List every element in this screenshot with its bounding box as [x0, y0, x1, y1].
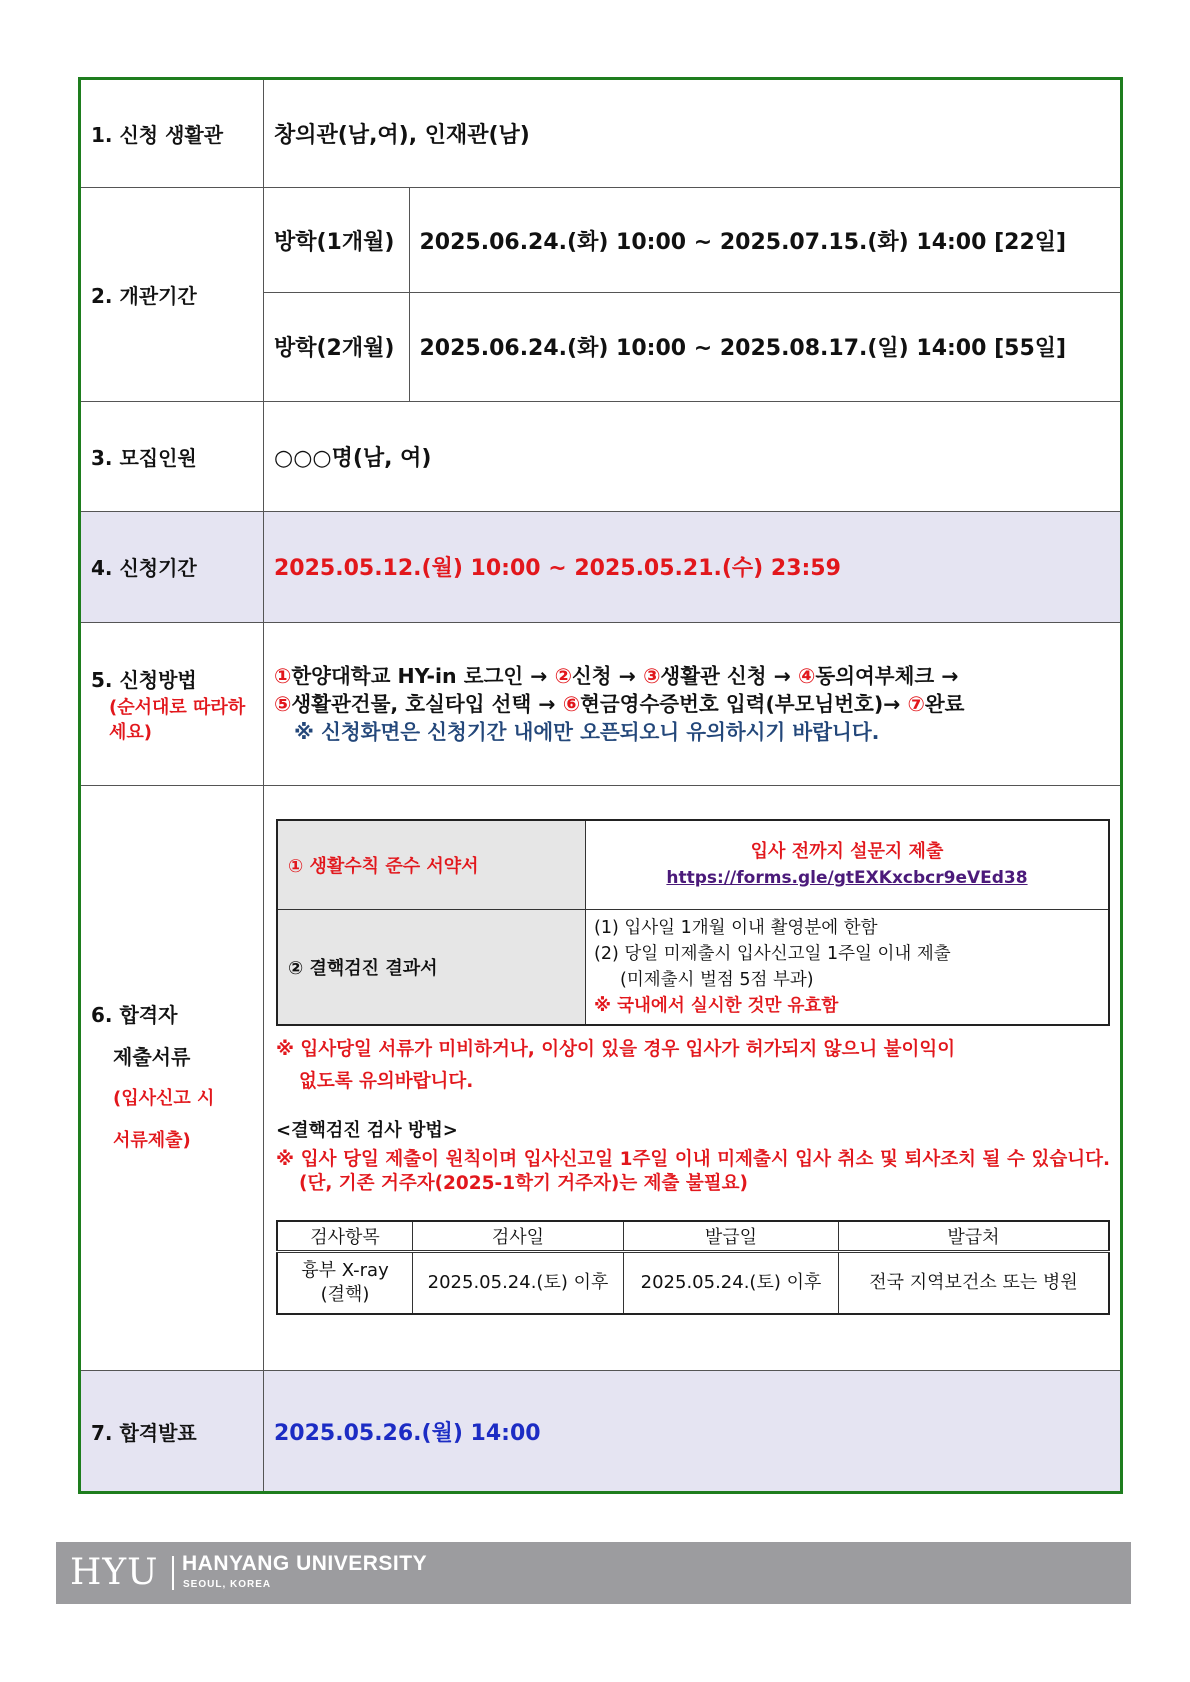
- row7-label: 7. 합격발표: [80, 1371, 264, 1493]
- doc2-name: ② 결핵검진 결과서: [277, 909, 586, 1025]
- xray-table: [276, 1220, 1110, 1315]
- method-line-2: [274, 690, 1112, 718]
- method-notice: ※ 신청화면은 신청기간 내에만 오픈되오니 유의하시기 바랍니다.: [294, 720, 880, 745]
- period-1month-value: 2025.06.24.(화) 10:00 ~ 2025.07.15.(화) 14:00 [22일]: [419, 229, 1067, 255]
- xray-issuer: 전국 지역보건소 또는 병원: [839, 1251, 1110, 1314]
- xray-item: 흉부 X-ray: [301, 1259, 389, 1281]
- doc2-line-2: (2) 당일 미제출시 입사신고일 1주일 이내 제출: [594, 943, 951, 964]
- survey-link[interactable]: https://forms.gle/gtEXKxcbcr9eVEd38: [666, 867, 1028, 888]
- step-5-text: 생활관건물, 호실타입 선택 →: [291, 692, 563, 717]
- row2-label: 2. 개관기간: [80, 188, 264, 401]
- step-1-num: ①: [274, 664, 292, 689]
- documents-table: [276, 819, 1110, 1026]
- step-2-num: ②: [554, 664, 572, 689]
- period-2month-key: 방학(2개월): [264, 292, 409, 400]
- xray-header-item: 검사항목: [277, 1221, 413, 1252]
- row6-label2: 제출서류: [113, 1045, 191, 1070]
- step-5-num: ⑤: [274, 692, 292, 717]
- step-7-num: ⑦: [907, 692, 925, 717]
- period-2month-value: 2025.06.24.(화) 10:00 ~ 2025.08.17.(일) 14:00 [55일]: [419, 336, 1067, 362]
- xray-item-cell: [277, 1251, 413, 1314]
- row1-label: 1. 신청 생활관: [80, 79, 264, 188]
- doc2-line-1: (1) 입사일 1개월 이내 촬영분에 한함: [594, 917, 878, 938]
- opening-period-cell: [264, 188, 1122, 401]
- doc2-detail: [586, 909, 1110, 1025]
- application-period: 2025.05.12.(월) 10:00 ~ 2025.05.21.(수) 23:59: [264, 511, 1122, 622]
- row3-label: 3. 모집인원: [80, 401, 264, 511]
- step-7-text: 완료: [924, 692, 965, 717]
- step-6-text: 현금영수증번호 입력(부모님번호)→: [580, 692, 908, 717]
- row1-value: 창의관(남,여), 인재관(남): [264, 79, 1122, 188]
- tb-method-warning: ※ 입사 당일 제출이 원칙이며 입사신고일 1주일 이내 미제출시 입사 취소 및 퇴사조치 될 수 있습니다. (단, 기존 거주자(2025-1학기 거주자)는 제출 불필요): [276, 1148, 1110, 1194]
- step-4-text: 동의여부체크 →: [815, 664, 959, 689]
- row5-label-cell: [80, 623, 264, 786]
- row5-label: 5. 신청방법: [91, 667, 197, 692]
- xray-header-issuer: 발급처: [839, 1221, 1110, 1252]
- tb-method-title: <결핵검진 검사 방법>: [276, 1119, 458, 1141]
- dormitory-info-table: [78, 77, 1123, 1494]
- method-line-1: [274, 662, 1112, 690]
- logo-divider: [172, 1556, 174, 1590]
- application-method: [264, 623, 1122, 786]
- row6-note2: 서류제출): [113, 1130, 191, 1152]
- step-2-text: 신청 →: [572, 664, 644, 689]
- row6-label-cell: [80, 785, 264, 1370]
- footer-banner: [56, 1542, 1131, 1604]
- doc1-detail: [586, 820, 1110, 910]
- xray-item-sub: (결핵): [320, 1283, 370, 1305]
- university-name: HANYANG UNIVERSITY: [182, 1552, 428, 1575]
- row5-note: (순서대로 따라하세요): [109, 696, 246, 743]
- step-3-num: ③: [643, 664, 661, 689]
- row4-label: 4. 신청기간: [80, 511, 264, 622]
- period-1month-key: 방학(1개월): [264, 188, 409, 292]
- step-3-text: 생활관 신청 →: [660, 664, 799, 689]
- warning-line-2: 없도록 유의바랍니다.: [299, 1070, 474, 1092]
- university-location: SEOUL, KOREA: [183, 1579, 272, 1590]
- submission-warning: [276, 1034, 1110, 1098]
- step-4-num: ④: [798, 664, 816, 689]
- xray-header-issue-date: 발급일: [624, 1221, 839, 1252]
- xray-test-date: 2025.05.24.(토) 이후: [413, 1251, 624, 1314]
- doc2-red-line: ※ 국내에서 실시한 것만 유효함: [594, 995, 839, 1016]
- announcement-date: 2025.05.26.(월) 14:00: [264, 1371, 1122, 1493]
- row6-note1: (입사신고 시: [113, 1088, 215, 1110]
- doc2-line-3: (미제출시 벌점 5점 부과): [620, 969, 814, 990]
- doc1-name: ① 생활수칙 준수 서약서: [277, 820, 586, 910]
- row3-value: ○○○명(남, 여): [264, 401, 1122, 511]
- doc1-instruction: 입사 전까지 설문지 제출: [750, 840, 944, 862]
- required-documents-cell: [264, 785, 1122, 1370]
- hyu-logo: HYU: [70, 1552, 159, 1593]
- step-1-text: 한양대학교 HY-in 로그인 →: [291, 664, 555, 689]
- warning-line-1: ※ 입사당일 서류가 미비하거나, 이상이 있을 경우 입사가 허가되지 않으니 불이익이: [276, 1038, 956, 1060]
- xray-header-test-date: 검사일: [413, 1221, 624, 1252]
- step-6-num: ⑥: [562, 692, 581, 717]
- xray-issue-date: 2025.05.24.(토) 이후: [624, 1251, 839, 1314]
- row6-label: 6. 합격자: [91, 1003, 178, 1028]
